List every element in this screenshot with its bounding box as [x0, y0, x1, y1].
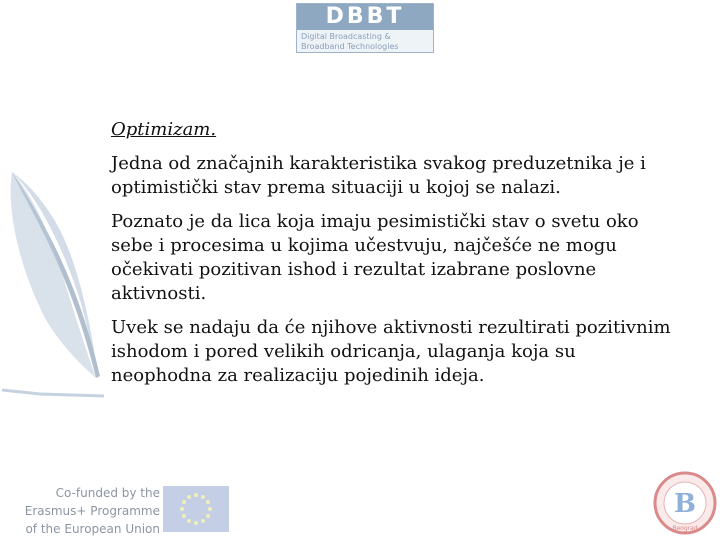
cofunded-line1: Co-funded by the: [55, 486, 160, 500]
paragraph-3: Uvek se nadaju da će njihove aktivnosti rezultirati pozitivnim ishodom i pored velikih odricanja, ulaganja koja su neophodna za realizaciju pojedinih ideja.: [111, 317, 671, 386]
cofunded-line2: Erasmus+ Programme: [24, 504, 160, 518]
cofunded-text: [0, 484, 160, 538]
university-badge-icon: [652, 470, 718, 536]
svg-text:B: B: [674, 489, 696, 519]
dbbt-logo: [296, 3, 434, 53]
cofunded-line3: of the European Union: [25, 522, 160, 536]
feather-quill-icon: [0, 150, 110, 400]
main-text: [111, 118, 671, 398]
paragraph-1: Jedna od značajnih karakteristika svakog preduzetnika je i optimistički stav prema situaciji u kojoj se nalazi.: [111, 153, 646, 198]
logo-subtitle-line1: Digital Broadcasting &: [301, 32, 391, 41]
badge-text: Beograd: [672, 525, 698, 532]
eu-flag-icon: [163, 486, 229, 532]
paragraph-2: Poznato je da lica koja imaju pesimistički stav o svetu oko sebe i procesima u kojima učestvuju, najčešće ne mogu očekivati pozitivan ishod i rezultat izabrane poslovne aktivnosti.: [111, 211, 639, 304]
logo-title: DBBT: [297, 4, 433, 30]
logo-subtitle-line2: Broadband Technologies: [301, 42, 399, 51]
heading: Optimizam.: [111, 119, 217, 140]
